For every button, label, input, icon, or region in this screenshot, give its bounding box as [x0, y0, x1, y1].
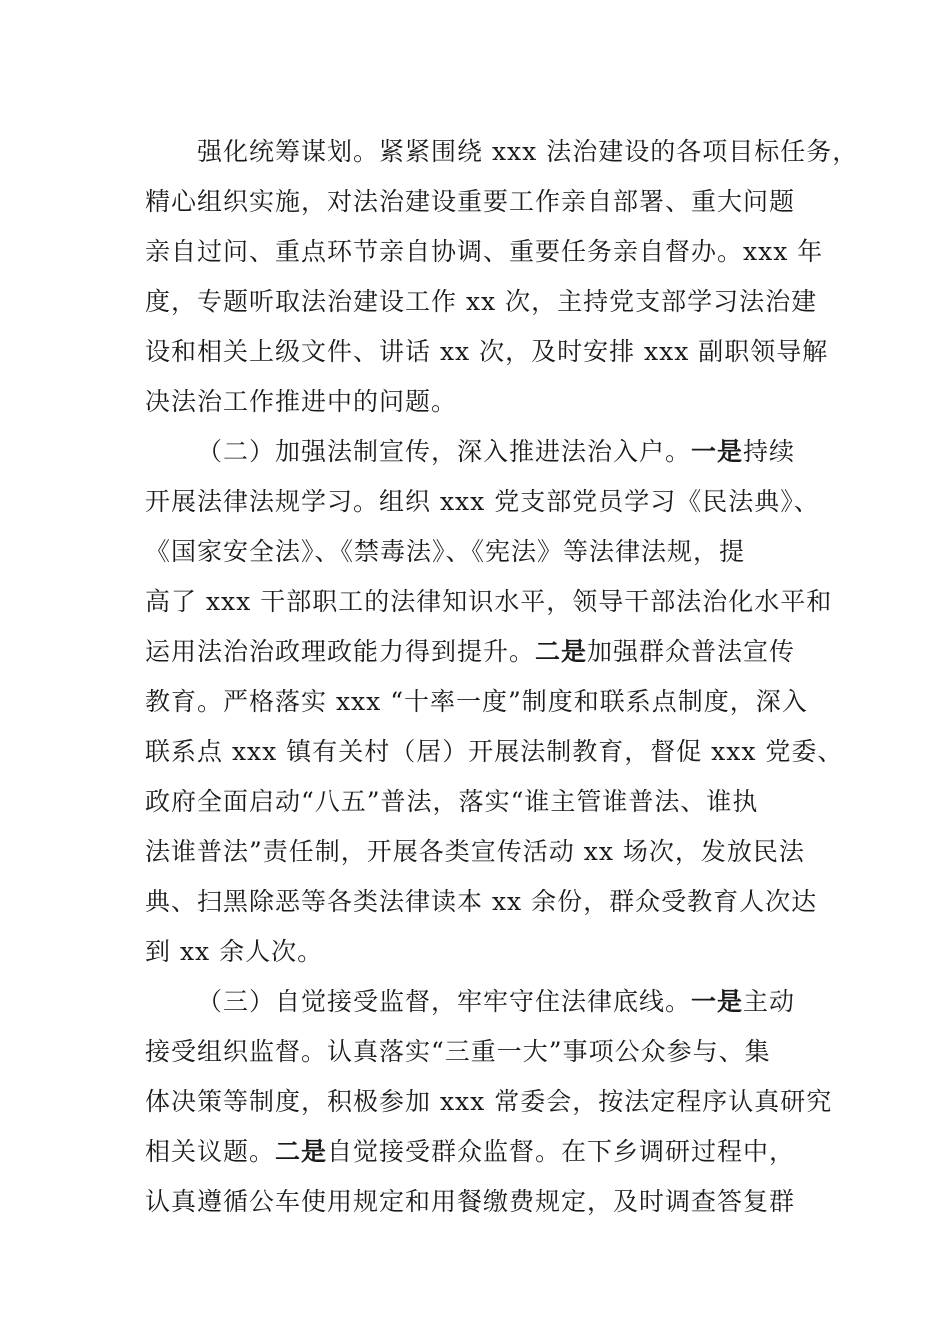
text-line: 联系点 xxx 镇有关村（居）开展法制教育，督促 xxx 党委、: [145, 737, 844, 766]
text-line: [145, 1137, 795, 1167]
text-line: 教育。严格落实 xxx “十率一度”制度和联系点制度，深入: [145, 687, 808, 716]
text-line: 法谁普法”责任制，开展各类宣传活动 xx 场次，发放民法: [145, 837, 805, 866]
text-line: 度，专题听取法治建设工作 xx 次，主持党支部学习法治建: [145, 287, 818, 316]
text-line: [197, 987, 795, 1017]
text-line: 接受组织监督。认真落实“三重一大”事项公众参与、集: [145, 1037, 771, 1066]
bold-marker: 二是: [275, 1137, 328, 1166]
bold-marker: 一是: [691, 437, 744, 466]
text-line: 典、扫黑除恶等各类法律读本 xx 余份，群众受教育人次达: [145, 887, 818, 916]
bold-marker: 二是: [535, 637, 588, 666]
text-line: 精心组织实施，对法治建设重要工作亲自部署、重大问题: [145, 187, 796, 216]
text-span: 主动: [743, 987, 796, 1016]
text-span: 运用法治治政理政能力得到提升。: [145, 637, 536, 666]
text-span: 加强群众普法宣传: [587, 637, 796, 666]
bold-marker: 一是: [691, 987, 744, 1016]
text-line: 《国家安全法》、《禁毒法》、《宪法》等法律法规，提: [145, 537, 746, 566]
text-line: 强化统筹谋划。紧紧围绕 xxx 法治建设的各项目标任务，: [197, 137, 859, 166]
text-line: 体决策等制度，积极参加 xxx 常委会，按法定程序认真研究: [145, 1087, 833, 1116]
text-line: 设和相关上级文件、讲话 xx 次，及时安排 xxx 副职领导解: [145, 337, 829, 366]
text-line: 高了 xxx 干部职工的法律知识水平，领导干部法治化水平和: [145, 587, 833, 616]
text-line: 开展法律法规学习。组织 xxx 党支部党员学习《民法典》、: [145, 487, 820, 516]
text-line: [197, 437, 795, 467]
text-line: [145, 637, 795, 667]
text-line: 政府全面启动“八五”普法，落实“谁主管谁普法、谁执: [145, 787, 759, 816]
section-heading: （二）加强法制宣传，深入推进法治入户。: [197, 437, 692, 466]
text-line: 到 xx 余人次。: [145, 937, 324, 966]
text-line: 决法治工作推进中的问题。: [145, 387, 458, 416]
text-span: 相关议题。: [145, 1137, 276, 1166]
text-line: 认真遵循公车使用规定和用餐缴费规定，及时调查答复群: [145, 1187, 796, 1216]
text-span: 自觉接受群众监督。在下乡调研过程中，: [327, 1137, 796, 1166]
text-span: 持续: [743, 437, 796, 466]
section-heading: （三）自觉接受监督，牢牢守住法律底线。: [197, 987, 692, 1016]
text-line: 亲自过问、重点环节亲自协调、重要任务亲自督办。xxx 年: [145, 237, 824, 266]
